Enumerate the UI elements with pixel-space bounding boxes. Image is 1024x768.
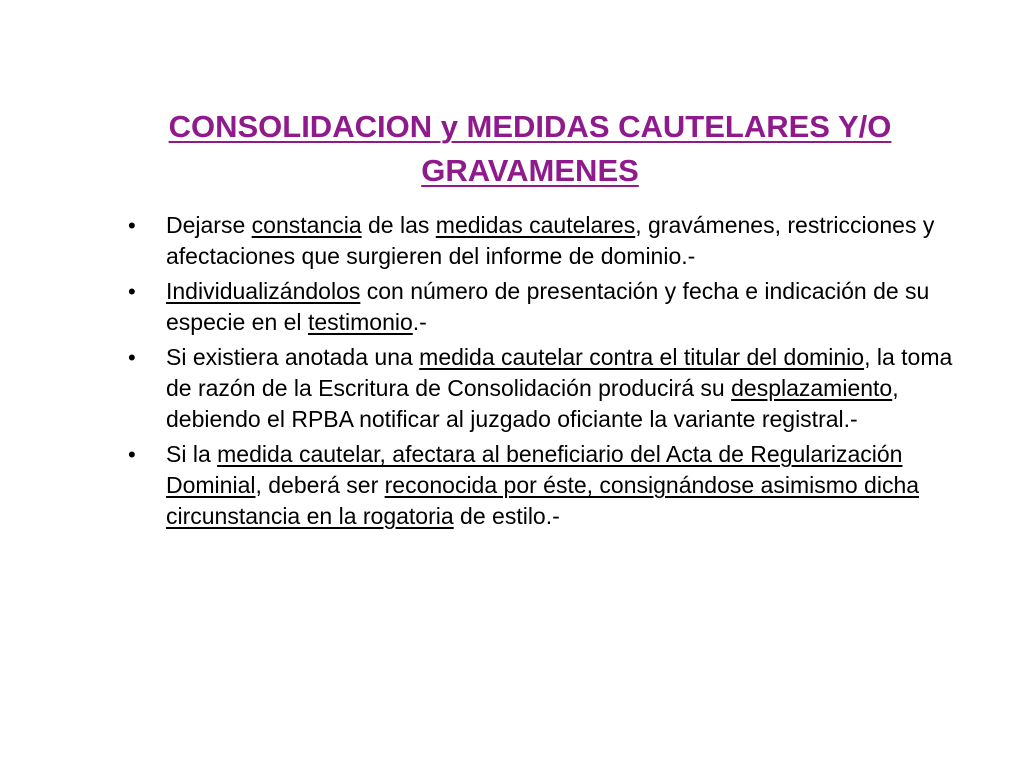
bullet-list — [128, 210, 973, 536]
bullet-dot-icon: • — [128, 442, 136, 467]
bullet-dot-icon: • — [128, 279, 136, 304]
bullet-item — [128, 210, 973, 272]
underlined-text: medida cautelar, afectara al beneficiario del Acta de Regularización Dominial — [166, 441, 903, 498]
bullet-text: , la toma de razón de la Escritura de Consolidación producirá su — [166, 344, 953, 401]
bullet-text: Dejarse — [166, 212, 252, 238]
underlined-text: reconocida por éste, consignándose asimismo dicha circunstancia en la rogatoria — [166, 472, 920, 529]
bullet-text: de las — [361, 212, 436, 238]
bullet-text: , debiendo el RPBA notificar al juzgado oficiante la variante registral.- — [166, 375, 899, 432]
bullet-text: , deberá ser — [255, 472, 385, 498]
underlined-text: medida cautelar contra el titular del dominio — [419, 344, 865, 370]
slide-title-line-1: CONSOLIDACION y MEDIDAS CAUTELARES Y/O — [168, 108, 892, 144]
bullet-text: de estilo.- — [453, 503, 560, 529]
bullet-text: , gravámenes, restricciones y afectaciones que surgieren del informe de dominio.- — [166, 212, 935, 269]
bullet-dot-icon: • — [128, 345, 136, 370]
slide-title — [100, 105, 960, 193]
bullet-text: con número de presentación y fecha e indicación de su especie en el — [166, 278, 930, 335]
bullet-text: .- — [412, 309, 427, 335]
underlined-text: testimonio — [307, 309, 413, 335]
underlined-text: medidas cautelares — [435, 212, 636, 238]
bullet-text: Si la — [166, 441, 218, 467]
bullet-dot-icon: • — [128, 213, 136, 238]
bullet-item — [128, 276, 973, 338]
bullet-item — [128, 342, 973, 435]
underlined-text: constancia — [251, 212, 362, 238]
underlined-text: Individualizándolos — [166, 278, 361, 304]
underlined-text: desplazamiento — [731, 375, 893, 401]
bullet-text: Si existiera anotada una — [166, 344, 420, 370]
slide-title-line-2: GRAVAMENES — [421, 152, 639, 188]
bullet-item — [128, 439, 973, 532]
